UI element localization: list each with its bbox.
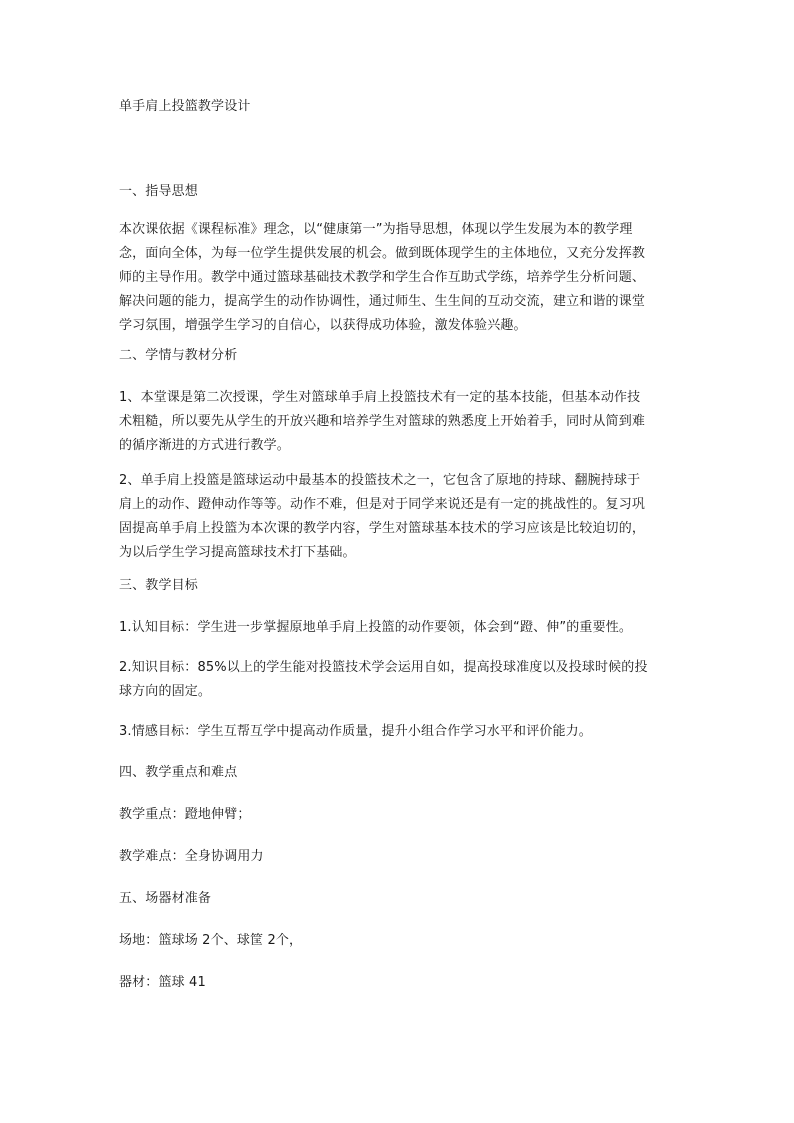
text-line: 肩上的动作、蹬伸动作等等。动作不难，但是对于同学来说还是有一定的挑战性的。复习巩 [119, 497, 646, 512]
text-line: 固提高单手肩上投篮为本次课的教学内容，学生对篮球基本技术的学习应该是比较迫切的， [119, 521, 646, 536]
text-line: 师的主导作用。教学中通过篮球基础技术教学和学生合作互助式学练，培养学生分析问题、 [119, 270, 646, 285]
text-line: 球方向的固定。 [119, 684, 212, 699]
text-line: 1、本堂课是第二次授课，学生对篮球单手肩上投篮技术有一定的基本技能，但基本动作技 [119, 390, 641, 405]
difficulty-text: 教学难点：全身协调用力 [119, 849, 264, 864]
text-line: 解决问题的能力，提高学生的动作协调性，通过师生、生生间的互动交流，建立和谐的课堂 [119, 294, 646, 309]
text-line: 的循序渐进的方式进行教学。 [119, 438, 290, 453]
section-heading-teaching-goals: 三、教学目标 [119, 578, 198, 593]
section-heading-key-points: 四、教学重点和难点 [119, 765, 238, 780]
text-line: 念，面向全体，为每一位学生提供发展的机会。做到既体现学生的主体地位，又充分发挥教 [119, 246, 646, 261]
text-line: 学习氛围，增强学生学习的自信心，以获得成功体验，激发体验兴趣。 [119, 318, 527, 333]
section-heading-equipment: 五、场器材准备 [119, 891, 212, 906]
paragraph-guiding-thought [119, 218, 679, 338]
paragraph-analysis-1 [119, 386, 679, 458]
section-heading-guiding-thought: 一、指导思想 [119, 184, 198, 199]
key-point-text: 教学重点：蹬地伸臂； [119, 807, 251, 822]
text-line: 2、单手肩上投篮是篮球运动中最基本的投篮技术之一，它包含了原地的持球、翻腕持球于 [119, 473, 641, 488]
section-heading-learning-analysis: 二、学情与教材分析 [119, 348, 238, 363]
text-line: 为以后学生学习提高篮球技术打下基础。 [119, 545, 356, 560]
goal-knowledge [119, 656, 679, 704]
text-line: 2.知识目标：85%以上的学生能对投篮技术学会运用自如，提高投球准度以及投球时候的投 [119, 660, 648, 675]
goal-emotional: 3.情感目标：学生互帮互学中提高动作质量，提升小组合作学习水平和评价能力。 [119, 724, 592, 739]
venue-text: 场地：篮球场 2个、球筐 2个， [119, 933, 303, 948]
text-line: 本次课依据《课程标准》理念，以“健康第一”为指导思想，体现以学生发展为本的教学理 [119, 222, 633, 237]
paragraph-analysis-2 [119, 469, 679, 565]
goal-cognitive: 1.认知目标：学生进一步掌握原地单手肩上投篮的动作要领，体会到“蹬、伸”的重要性。 [119, 620, 633, 635]
text-line: 术粗糙，所以要先从学生的开放兴趣和培养学生对篮球的熟悉度上开始着手，同时从简到难 [119, 414, 646, 429]
document-title: 单手肩上投篮教学设计 [119, 99, 251, 114]
equipment-text: 器材：篮球 41 [119, 975, 206, 990]
